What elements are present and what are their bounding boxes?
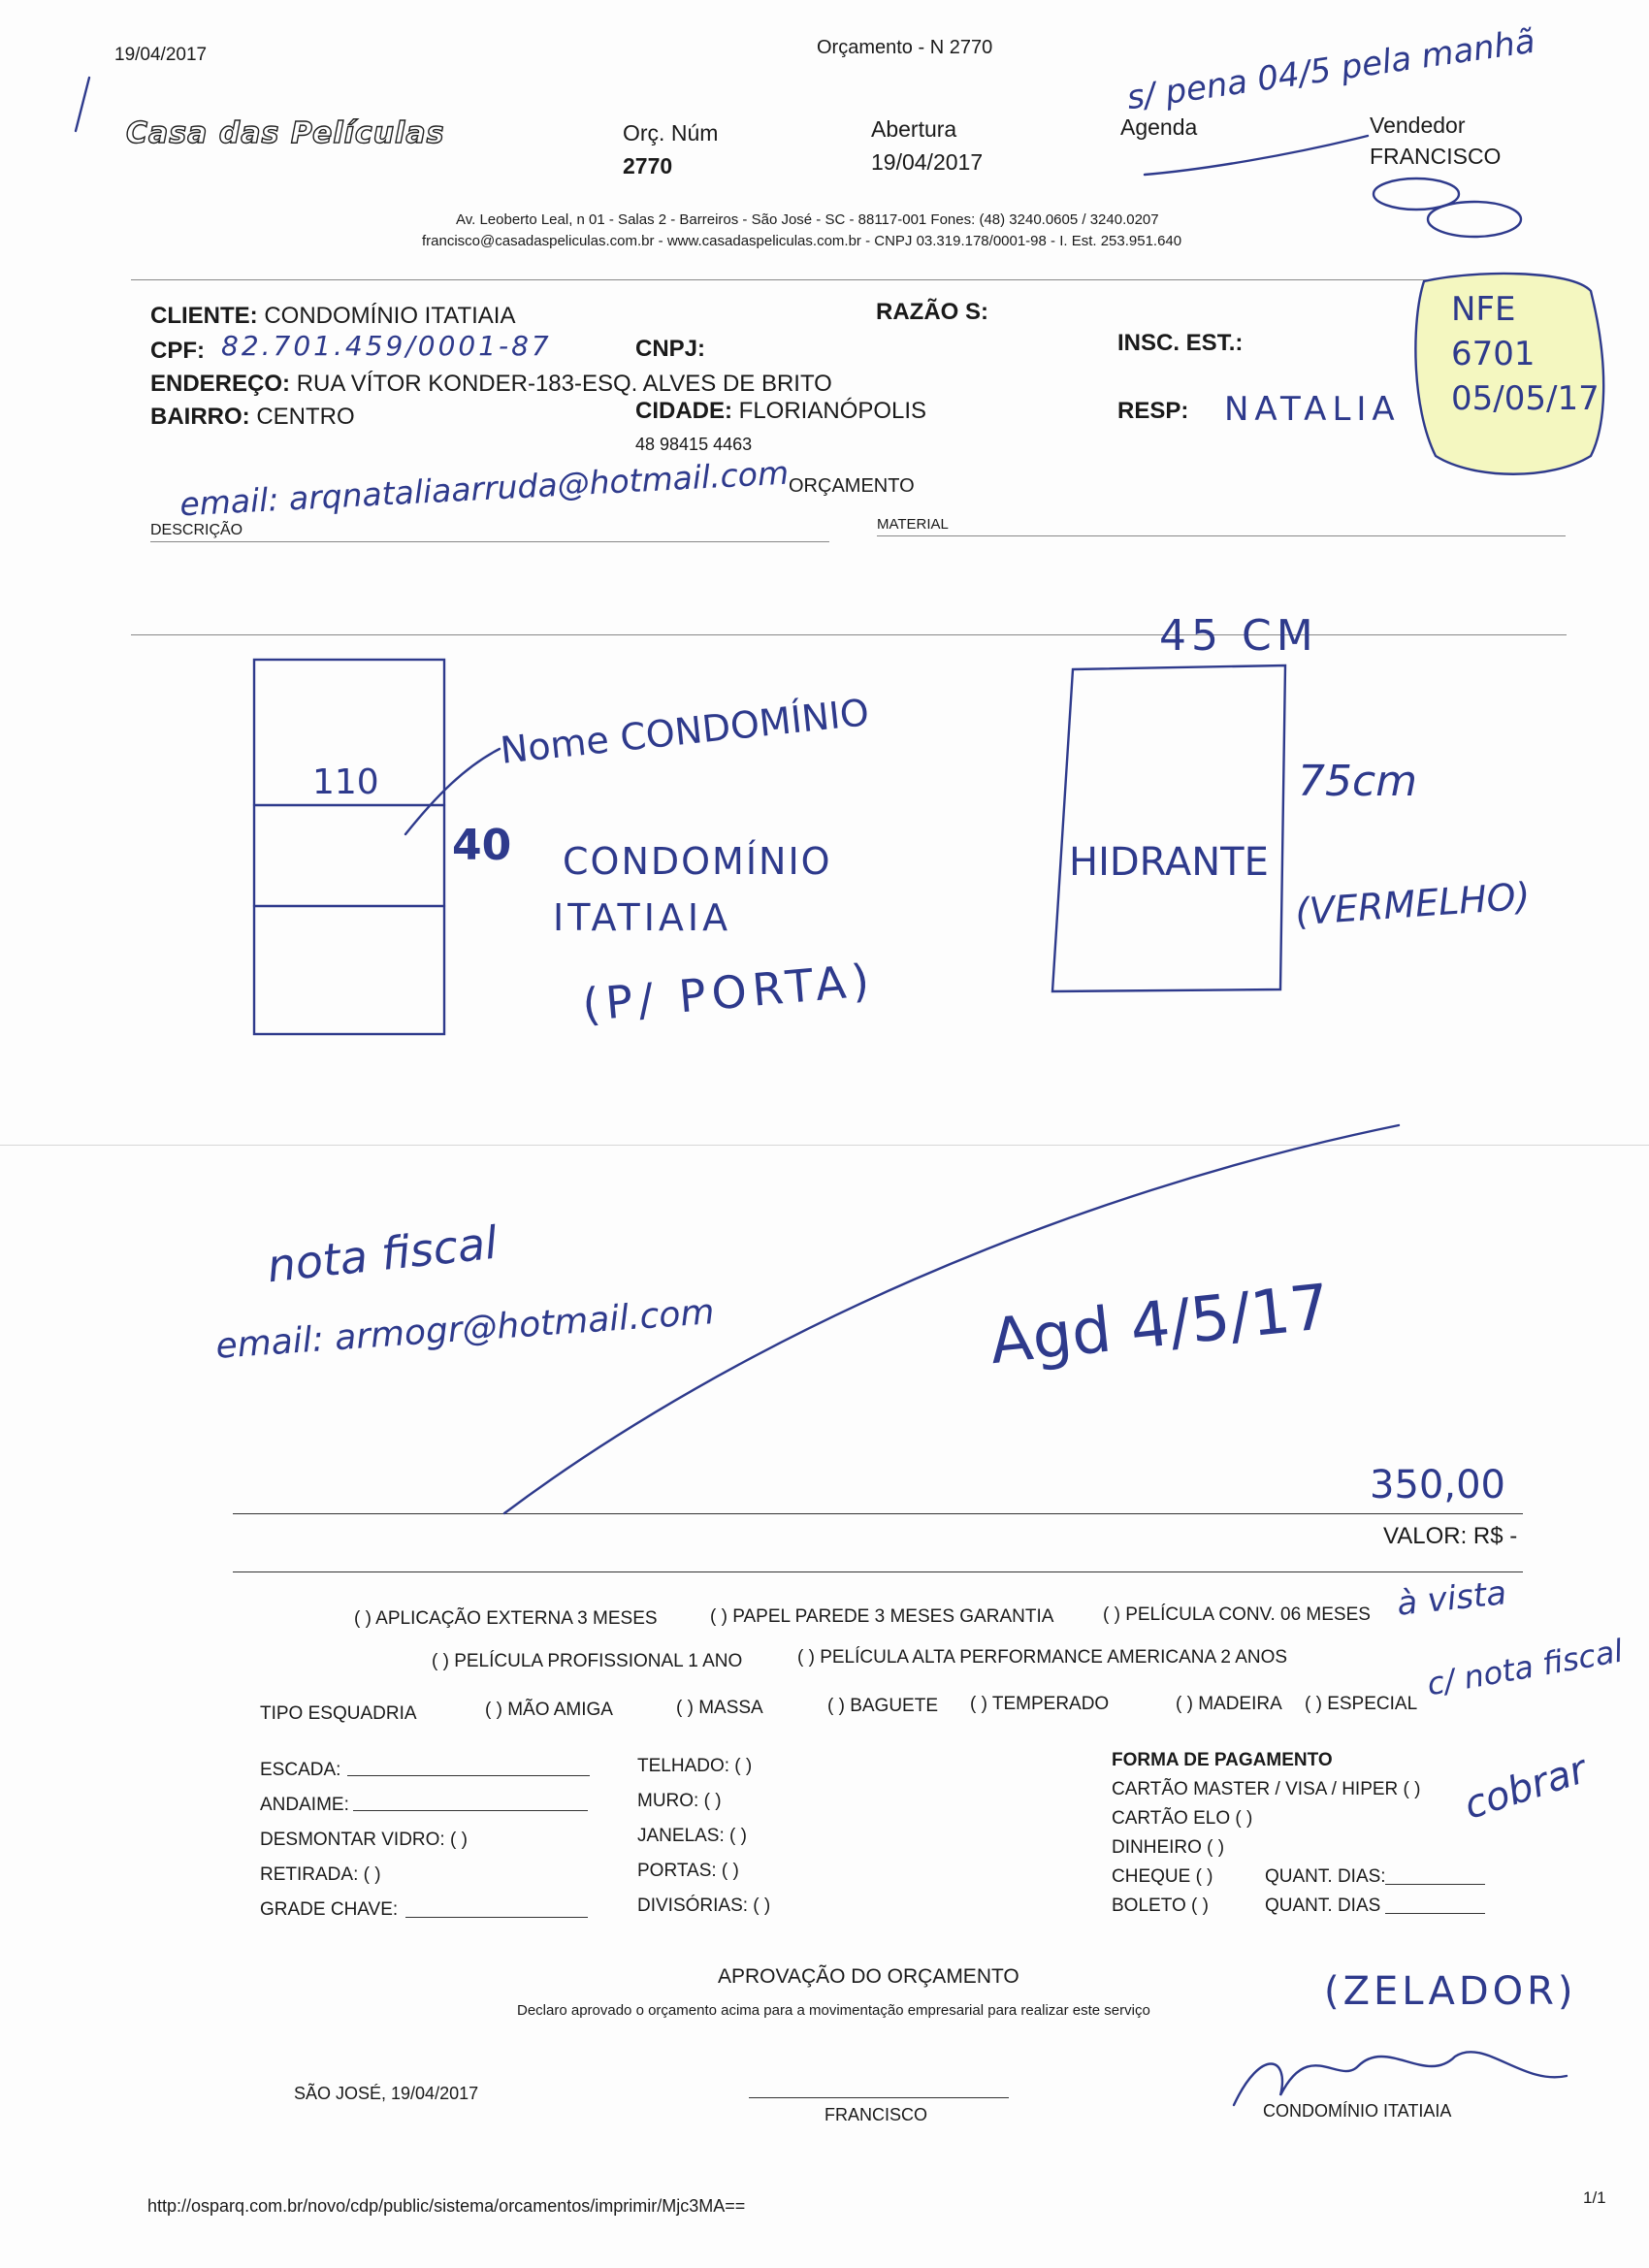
bairro-value: CENTRO	[256, 404, 355, 430]
payment-title: FORMA DE PAGAMENTO	[1112, 1750, 1333, 1770]
client-signature	[1234, 2052, 1567, 2105]
muro-field[interactable]: MURO: ( )	[637, 1791, 722, 1811]
option-aplicacao-externa[interactable]: ( ) APLICAÇÃO EXTERNA 3 MESES	[354, 1608, 658, 1629]
telhado-field[interactable]: TELHADO: ( )	[637, 1756, 753, 1776]
tipo-temperado[interactable]: ( ) TEMPERADO	[970, 1694, 1110, 1714]
razao-label: RAZÃO S:	[876, 299, 988, 325]
hw-condominio: CONDOMÍNIO	[563, 840, 832, 883]
option-papel-parede[interactable]: ( ) PAPEL PAREDE 3 MESES GARANTIA	[710, 1606, 1054, 1627]
approval-text: Declaro aprovado o orçamento acima para a movimentação empresarial para realizar este serviço	[517, 2002, 1150, 2019]
insc-est-label: INSC. EST.:	[1117, 330, 1244, 356]
hw-nfe-date: 05/05/17	[1451, 379, 1600, 418]
client-phone: 48 98415 4463	[635, 435, 753, 454]
hw-zelador: (ZELADOR)	[1324, 1969, 1577, 2014]
cidade-value: FLORIANÓPOLIS	[738, 398, 927, 424]
vendedor-label: Vendedor	[1370, 113, 1466, 138]
client-name-signature: CONDOMÍNIO ITATIAIA	[1263, 2101, 1452, 2121]
divisorias-field[interactable]: DIVISÓRIAS: ( )	[637, 1895, 771, 1916]
cidade-label: CIDADE:	[635, 398, 732, 424]
tipo-especial[interactable]: ( ) ESPECIAL	[1305, 1694, 1418, 1714]
vendedor-value: FRANCISCO	[1370, 144, 1502, 169]
resp-label: RESP:	[1117, 398, 1189, 424]
payment-dinheiro[interactable]: DINHEIRO ( )	[1112, 1837, 1225, 1858]
hw-size-side: 75cm	[1298, 757, 1418, 806]
sketch-left-frame	[254, 660, 444, 1034]
cheque-dias-label: QUANT. DIAS:	[1265, 1866, 1386, 1887]
tipo-baguete[interactable]: ( ) BAGUETE	[827, 1696, 939, 1716]
hw-nfe-label: NFE	[1451, 290, 1516, 329]
hw-vermelho: (VERMELHO)	[1293, 874, 1532, 934]
company-contact: francisco@casadaspeliculas.com.br - www.casadaspeliculas.com.br - CNPJ 03.319.178/0001-98 - I. Est. 253.951.640	[422, 233, 1182, 249]
descricao-label: DESCRIÇÃO	[150, 522, 243, 538]
hw-agenda-date: Agd 4/5/17	[986, 1271, 1334, 1379]
place-date: SÃO JOSÉ, 19/04/2017	[294, 2084, 479, 2103]
endereco-label: ENDEREÇO:	[150, 371, 291, 397]
orc-num-label: Orç. Núm	[623, 120, 719, 146]
hw-itatiaia: ITATIAIA	[553, 896, 732, 939]
tipo-madeira[interactable]: ( ) MADEIRA	[1176, 1694, 1282, 1714]
janelas-field[interactable]: JANELAS: ( )	[637, 1826, 747, 1846]
boleto-dias-label: QUANT. DIAS	[1265, 1895, 1381, 1916]
cnpj-label: CNPJ:	[635, 336, 706, 362]
hw-hidrante: HIDRANTE	[1069, 840, 1269, 885]
option-pelicula-conv[interactable]: ( ) PELÍCULA CONV. 06 MESES	[1103, 1604, 1371, 1625]
hw-size-top: 45 CM	[1159, 611, 1318, 661]
cpf-label: CPF:	[150, 338, 205, 364]
payment-boleto[interactable]: BOLETO ( )	[1112, 1895, 1209, 1916]
payment-cheque[interactable]: CHEQUE ( )	[1112, 1866, 1213, 1887]
abertura-value: 19/04/2017	[871, 149, 984, 175]
hw-nfe-number: 6701	[1451, 335, 1536, 373]
orc-num-value: 2770	[623, 153, 673, 178]
hw-dim-40: 40	[452, 821, 512, 870]
hw-cobrar: cobrar	[1459, 1747, 1593, 1829]
orcamento-heading: ORÇAMENTO	[789, 475, 915, 497]
hw-resp: NATALIA	[1224, 390, 1401, 429]
hw-nome-condominio: Nome CONDOMÍNIO	[498, 691, 871, 772]
desmontar-vidro-field[interactable]: DESMONTAR VIDRO: ( )	[260, 1830, 468, 1850]
hw-cpf: 82.701.459/0001-87	[221, 330, 552, 362]
valor-label: VALOR: R$ -	[1383, 1523, 1518, 1549]
hw-nota-fiscal: nota fiscal	[264, 1215, 501, 1293]
endereco-value: RUA VÍTOR KONDER-183-ESQ. ALVES DE BRITO	[296, 371, 832, 397]
margin-mark	[76, 78, 89, 131]
cliente-value: CONDOMÍNIO ITATIAIA	[264, 303, 516, 329]
escada-field: ESCADA:	[260, 1760, 341, 1780]
hw-c-nota: c/ nota fiscal	[1424, 1632, 1626, 1703]
page-number: 1/1	[1583, 2188, 1606, 2207]
material-label: MATERIAL	[877, 516, 949, 533]
tipo-esquadria-label: TIPO ESQUADRIA	[260, 1703, 417, 1724]
bairro-label: BAIRRO:	[150, 404, 250, 430]
hw-email-1: email: arqnataliaarruda@hotmail.com	[178, 453, 790, 524]
agenda-label: Agenda	[1120, 114, 1198, 140]
company-address: Av. Leoberto Leal, n 01 - Salas 2 - Barreiros - São José - SC - 88117-001 Fones: (48) 3240.0605 / 3240.0207	[456, 211, 1159, 228]
andaime-field: ANDAIME:	[260, 1795, 349, 1815]
hw-dim-110: 110	[312, 762, 379, 802]
payment-cartao-master[interactable]: CARTÃO MASTER / VISA / HIPER ( )	[1112, 1779, 1421, 1799]
abertura-label: Abertura	[871, 116, 957, 142]
approval-title: APROVAÇÃO DO ORÇAMENTO	[718, 1965, 1019, 1988]
payment-cartao-elo[interactable]: CARTÃO ELO ( )	[1112, 1808, 1253, 1829]
hw-email-2: email: armogr@hotmail.com	[214, 1292, 716, 1367]
portas-field[interactable]: PORTAS: ( )	[637, 1861, 739, 1881]
document-title: Orçamento - N 2770	[817, 37, 993, 58]
hw-p-porta: (P/ PORTA)	[580, 953, 878, 1032]
seller-name: FRANCISCO	[824, 2105, 928, 2124]
hw-a-vista: à vista	[1395, 1573, 1508, 1624]
retirada-field[interactable]: RETIRADA: ( )	[260, 1864, 381, 1885]
tipo-mao-amiga[interactable]: ( ) MÃO AMIGA	[485, 1700, 613, 1720]
footer-url[interactable]: http://osparq.com.br/novo/cdp/public/sistema/orcamentos/imprimir/Mjc3MA==	[147, 2196, 746, 2216]
option-pelicula-alta-performance[interactable]: ( ) PELÍCULA ALTA PERFORMANCE AMERICANA 2 ANOS	[797, 1647, 1288, 1668]
hw-nfe	[1451, 287, 1600, 421]
cliente-label: CLIENTE:	[150, 303, 258, 329]
option-pelicula-profissional[interactable]: ( ) PELÍCULA PROFISSIONAL 1 ANO	[432, 1651, 743, 1671]
hw-valor: 350,00	[1370, 1463, 1505, 1507]
company-logo: Casa das Películas	[126, 116, 445, 150]
grade-chave-field: GRADE CHAVE:	[260, 1899, 399, 1920]
stamp-scribble-2	[1428, 202, 1521, 237]
tipo-massa[interactable]: ( ) MASSA	[676, 1698, 763, 1718]
hw-agenda-note: s/ pena 04/5 pela manhã	[1124, 21, 1538, 118]
agenda-underline	[1145, 136, 1368, 175]
print-date: 19/04/2017	[114, 45, 208, 65]
sketch-right-frame	[1052, 665, 1285, 991]
